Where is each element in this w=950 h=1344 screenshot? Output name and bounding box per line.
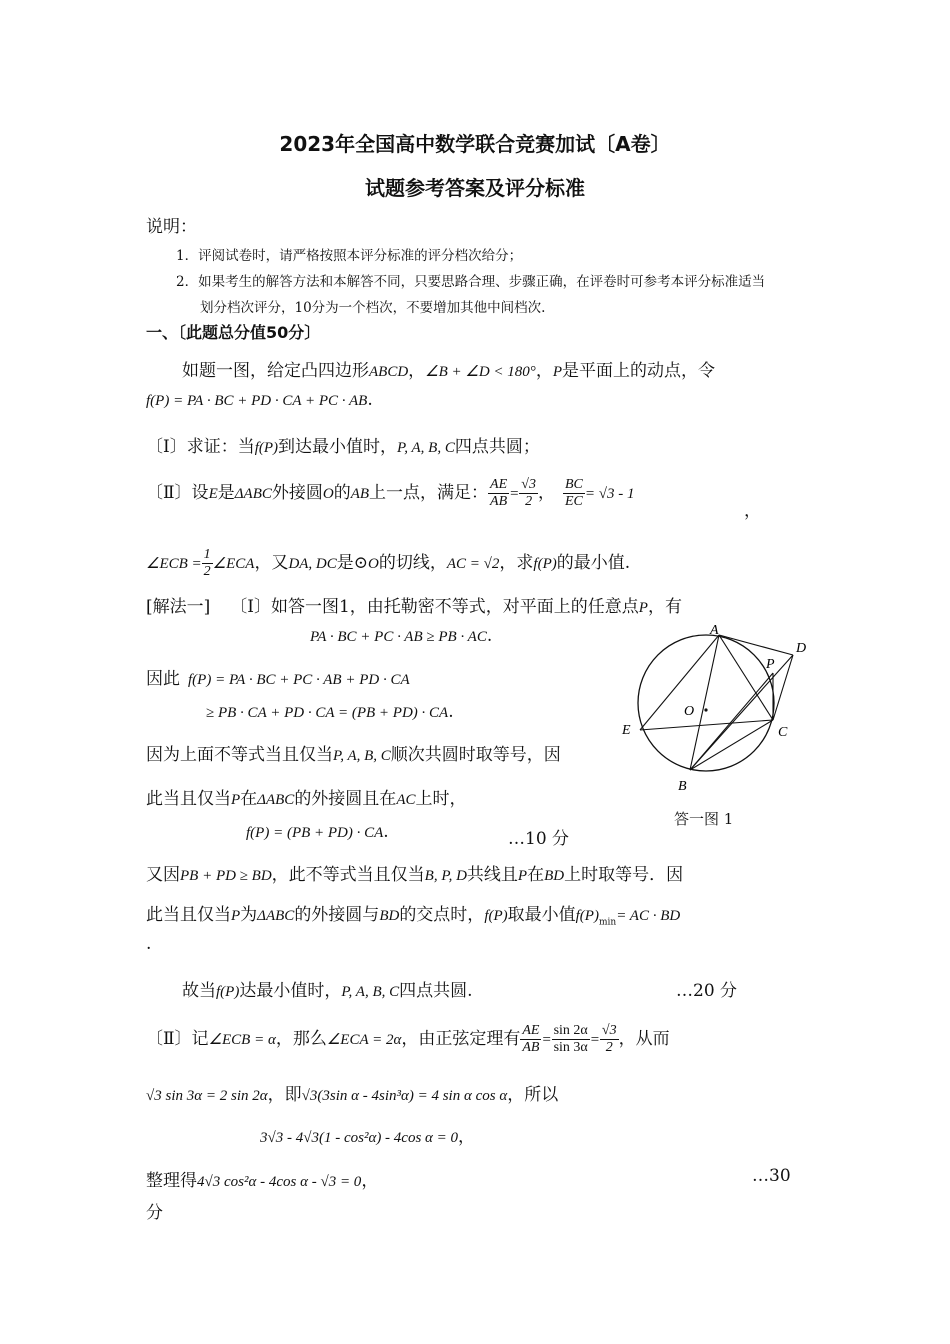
figure-1-caption: 答一图 1 — [674, 810, 734, 828]
part-1-statement: 〔Ⅰ〕求证：当f(P)到达最小值时，P, A, B, C四点共圆； — [146, 437, 540, 457]
part-2-comma: ， — [744, 501, 761, 521]
segment-EC — [640, 720, 773, 730]
segment-BC — [690, 720, 773, 770]
part-2-solution-line-3: 3√3 - 4√3(1 - cos²α) - 4cos α = 0， — [260, 1127, 476, 1147]
inequality-chain: ≥ PB · CA + PD · CA = (PB + PD) · CA. — [206, 702, 454, 722]
label-E: E — [622, 723, 631, 738]
also-line-2-end: . — [146, 934, 152, 954]
label-D: D — [796, 641, 807, 656]
ptolemy-inequality: PA · BC + PC · AB ≥ PB · AC. — [310, 626, 493, 646]
segment-AE — [640, 635, 719, 730]
note-item-2a: 2．如果考生的解答方法和本解答不同，只要思路合理、步骤正确，在评卷时可参考本评分标准适当 — [176, 274, 766, 290]
segment-DC — [773, 655, 793, 720]
part-2-solution-line-4: 整理得4√3 cos²α - 4cos α - √3 = 0， — [146, 1171, 379, 1191]
score-30-unit: 分 — [146, 1203, 163, 1223]
document-subtitle: 试题参考答案及评分标准 — [365, 176, 585, 200]
condition-line-1: 因为上面不等式当且仅当P, A, B, C顺次共圆时取等号，因 — [146, 745, 561, 765]
document-title: 2023年全国高中数学联合竞赛加试〔A卷〕 — [279, 132, 671, 156]
note-item-1: 1．评阅试卷时，请严格按照本评分标准的评分档次给分； — [176, 248, 523, 264]
score-10: …10 分 — [508, 829, 570, 849]
center-O — [704, 708, 707, 711]
score-30: …30 — [752, 1166, 791, 1186]
hence-line: 因此 f(P) = PA · BC + PC · AB + PD · CA — [146, 669, 410, 689]
part-2-solution-line-1: 〔Ⅱ〕记∠ECB = α，那么∠ECA = 2α，由正弦定理有 $\frac{AE}{AB}$ = $\frac{\sin 2\alpha}{\sin 3\alpha}$ = $\frac{√3}{2}$ ，从而 — [146, 1023, 670, 1055]
label-P: P — [766, 657, 775, 672]
also-line-1: 又因PB + PD ≥ BD，此不等式当且仅当B, P, D共线且P在BD上时取等号．因 — [146, 865, 684, 885]
part-2-condition: ∠ECB = $\frac{1}{2}$ ∠ECA，又DA, DC是⊙O的切线，AC = √2，求f(P)的最小值. — [146, 547, 631, 579]
label-C: C — [778, 725, 788, 740]
conclusion-line: 故当f(P)达最小值时，P, A, B, C四点共圆. — [182, 981, 473, 1001]
segment-AB — [690, 635, 719, 770]
label-B: B — [678, 779, 687, 794]
note-item-2b: 划分档次评分，10分为一个档次，不要增加其他中间档次. — [200, 300, 546, 316]
also-line-2: 此当且仅当P为ΔABC的外接圆与BD的交点时，f(P)取最小值$f(P)_{min}=$ AC · BD — [146, 905, 681, 928]
figure-1-diagram — [610, 620, 820, 800]
condition-line-2: 此当且仅当P在ΔABC的外接圆且在AC上时， — [146, 789, 467, 809]
solution-line-1: [解法一] 〔Ⅰ〕如答一图1，由托勒密不等式，对平面上的任意点P，有 — [146, 597, 682, 617]
part-2-solution-line-2: √3 sin 3α = 2 sin 2α，即√3(3sin α - 4sin³α) = 4 sin α cos α，所以 — [146, 1085, 559, 1105]
segment-PB — [690, 673, 773, 770]
part-2-statement: 〔Ⅱ〕设E是ΔABC外接圆O的AB上一点，满足： $\frac{AE}{AB}$ = $\frac{√3}{2}$ ， $\frac{BC}{EC}$ = √3 - 1 — [146, 477, 635, 509]
notes-heading: 说明： — [146, 217, 197, 237]
label-O: O — [684, 704, 695, 719]
problem-line-1: 如题一图，给定凸四边形ABCD，∠B + ∠D < 180°，P是平面上的动点，令 — [182, 361, 715, 381]
problem-line-2: f(P) = PA · BC + PD · CA + PC · AB. — [146, 390, 373, 410]
section-heading: 一、〔此题总分值50分〕 — [146, 323, 321, 342]
label-A: A — [710, 623, 719, 638]
equality-result: f(P) = (PB + PD) · CA. — [246, 822, 389, 842]
score-20: …20 分 — [676, 981, 738, 1001]
